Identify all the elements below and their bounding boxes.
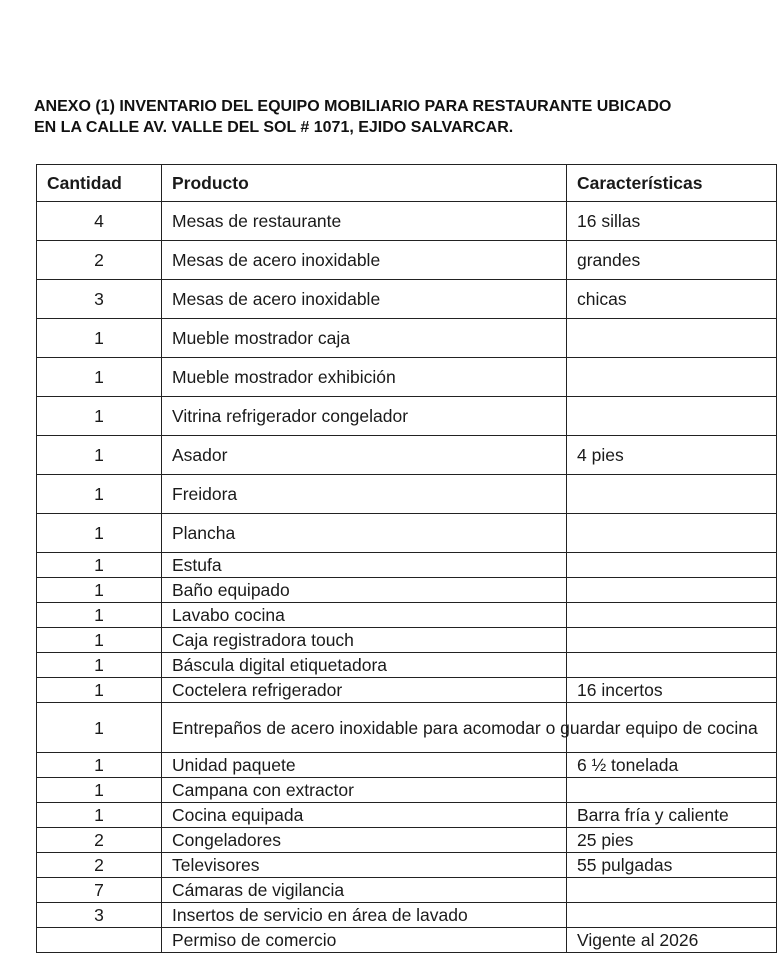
cell-producto: Baño equipado — [162, 578, 567, 603]
cell-cantidad: 1 — [37, 803, 162, 828]
table-row — [37, 703, 777, 753]
table-row — [37, 578, 777, 603]
cell-cantidad: 1 — [37, 678, 162, 703]
cell-producto: Lavabo cocina — [162, 603, 567, 628]
cell-caracteristicas — [567, 878, 777, 903]
cell-caracteristicas — [567, 319, 777, 358]
table-row — [37, 603, 777, 628]
cell-caracteristicas: 55 pulgadas — [567, 853, 777, 878]
cell-caracteristicas — [567, 653, 777, 678]
table-row — [37, 436, 777, 475]
cell-producto: Cocina equipada — [162, 803, 567, 828]
table-row — [37, 778, 777, 803]
cell-caracteristicas — [567, 578, 777, 603]
cell-producto: Plancha — [162, 514, 567, 553]
header-caracteristicas: Características — [567, 165, 777, 202]
cell-cantidad: 2 — [37, 241, 162, 280]
cell-cantidad: 1 — [37, 653, 162, 678]
table-row — [37, 475, 777, 514]
cell-caracteristicas: chicas — [567, 280, 777, 319]
cell-producto: Mueble mostrador caja — [162, 319, 567, 358]
table-row — [37, 928, 777, 953]
table-row — [37, 803, 777, 828]
cell-caracteristicas: 4 pies — [567, 436, 777, 475]
cell-cantidad: 7 — [37, 878, 162, 903]
cell-cantidad: 1 — [37, 475, 162, 514]
cell-cantidad: 1 — [37, 397, 162, 436]
cell-cantidad: 1 — [37, 514, 162, 553]
title-line-1: ANEXO (1) INVENTARIO DEL EQUIPO MOBILIARIO PARA RESTAURANTE UBICADO — [34, 98, 672, 115]
cell-cantidad: 1 — [37, 778, 162, 803]
inventory-table — [36, 164, 777, 953]
cell-caracteristicas — [567, 514, 777, 553]
table-row — [37, 753, 777, 778]
cell-producto: Mueble mostrador exhibición — [162, 358, 567, 397]
cell-producto: Televisores — [162, 853, 567, 878]
cell-producto: Campana con extractor — [162, 778, 567, 803]
cell-caracteristicas: grandes — [567, 241, 777, 280]
cell-producto: Permiso de comercio — [162, 928, 567, 953]
cell-producto: Mesas de acero inoxidable — [162, 241, 567, 280]
cell-cantidad: 1 — [37, 553, 162, 578]
cell-producto: Asador — [162, 436, 567, 475]
cell-cantidad: 1 — [37, 753, 162, 778]
cell-cantidad: 1 — [37, 703, 162, 753]
cell-cantidad: 1 — [37, 358, 162, 397]
cell-producto: Vitrina refrigerador congelador — [162, 397, 567, 436]
cell-caracteristicas — [567, 358, 777, 397]
cell-cantidad: 1 — [37, 578, 162, 603]
cell-cantidad — [37, 928, 162, 953]
cell-caracteristicas — [567, 903, 777, 928]
table-row — [37, 319, 777, 358]
table-row — [37, 358, 777, 397]
table-row — [37, 514, 777, 553]
cell-cantidad: 1 — [37, 603, 162, 628]
table-row — [37, 828, 777, 853]
header-producto: Producto — [162, 165, 567, 202]
cell-cantidad: 1 — [37, 319, 162, 358]
table-row — [37, 397, 777, 436]
cell-producto: Unidad paquete — [162, 753, 567, 778]
cell-caracteristicas — [567, 628, 777, 653]
cell-caracteristicas — [567, 778, 777, 803]
cell-caracteristicas — [567, 553, 777, 578]
cell-producto: Báscula digital etiquetadora — [162, 653, 567, 678]
cell-caracteristicas: 6 ½ tonelada — [567, 753, 777, 778]
table-row — [37, 553, 777, 578]
cell-producto: Cámaras de vigilancia — [162, 878, 567, 903]
cell-cantidad: 2 — [37, 853, 162, 878]
table-row — [37, 878, 777, 903]
title-line-2: EN LA CALLE AV. VALLE DEL SOL # 1071, EJIDO SALVARCAR. — [34, 119, 514, 136]
table-row — [37, 241, 777, 280]
cell-producto: Coctelera refrigerador — [162, 678, 567, 703]
cell-producto: Mesas de restaurante — [162, 202, 567, 241]
cell-caracteristicas — [567, 397, 777, 436]
cell-producto: Mesas de acero inoxidable — [162, 280, 567, 319]
cell-caracteristicas — [567, 603, 777, 628]
cell-cantidad: 1 — [37, 436, 162, 475]
cell-caracteristicas: 25 pies — [567, 828, 777, 853]
table-row — [37, 903, 777, 928]
header-row — [37, 165, 777, 202]
cell-producto: Caja registradora touch — [162, 628, 567, 653]
table-row — [37, 678, 777, 703]
cell-producto: Freidora — [162, 475, 567, 514]
cell-producto: Congeladores — [162, 828, 567, 853]
cell-cantidad: 3 — [37, 903, 162, 928]
cell-cantidad: 2 — [37, 828, 162, 853]
header-cantidad: Cantidad — [37, 165, 162, 202]
cell-caracteristicas: 16 incertos — [567, 678, 777, 703]
cell-caracteristicas — [567, 475, 777, 514]
cell-caracteristicas: 16 sillas — [567, 202, 777, 241]
table-row — [37, 628, 777, 653]
cell-cantidad: 1 — [37, 628, 162, 653]
cell-cantidad: 4 — [37, 202, 162, 241]
table-row — [37, 202, 777, 241]
cell-cantidad: 3 — [37, 280, 162, 319]
cell-caracteristicas: Vigente al 2026 — [567, 928, 777, 953]
cell-producto: Insertos de servicio en área de lavado — [162, 903, 567, 928]
table-row — [37, 280, 777, 319]
cell-producto: Entrepaños de acero inoxidable para acomodar o guardar equipo de cocina — [162, 703, 567, 753]
cell-producto: Estufa — [162, 553, 567, 578]
cell-caracteristicas: Barra fría y caliente — [567, 803, 777, 828]
table-row — [37, 853, 777, 878]
table-row — [37, 653, 777, 678]
document-title — [34, 96, 764, 138]
